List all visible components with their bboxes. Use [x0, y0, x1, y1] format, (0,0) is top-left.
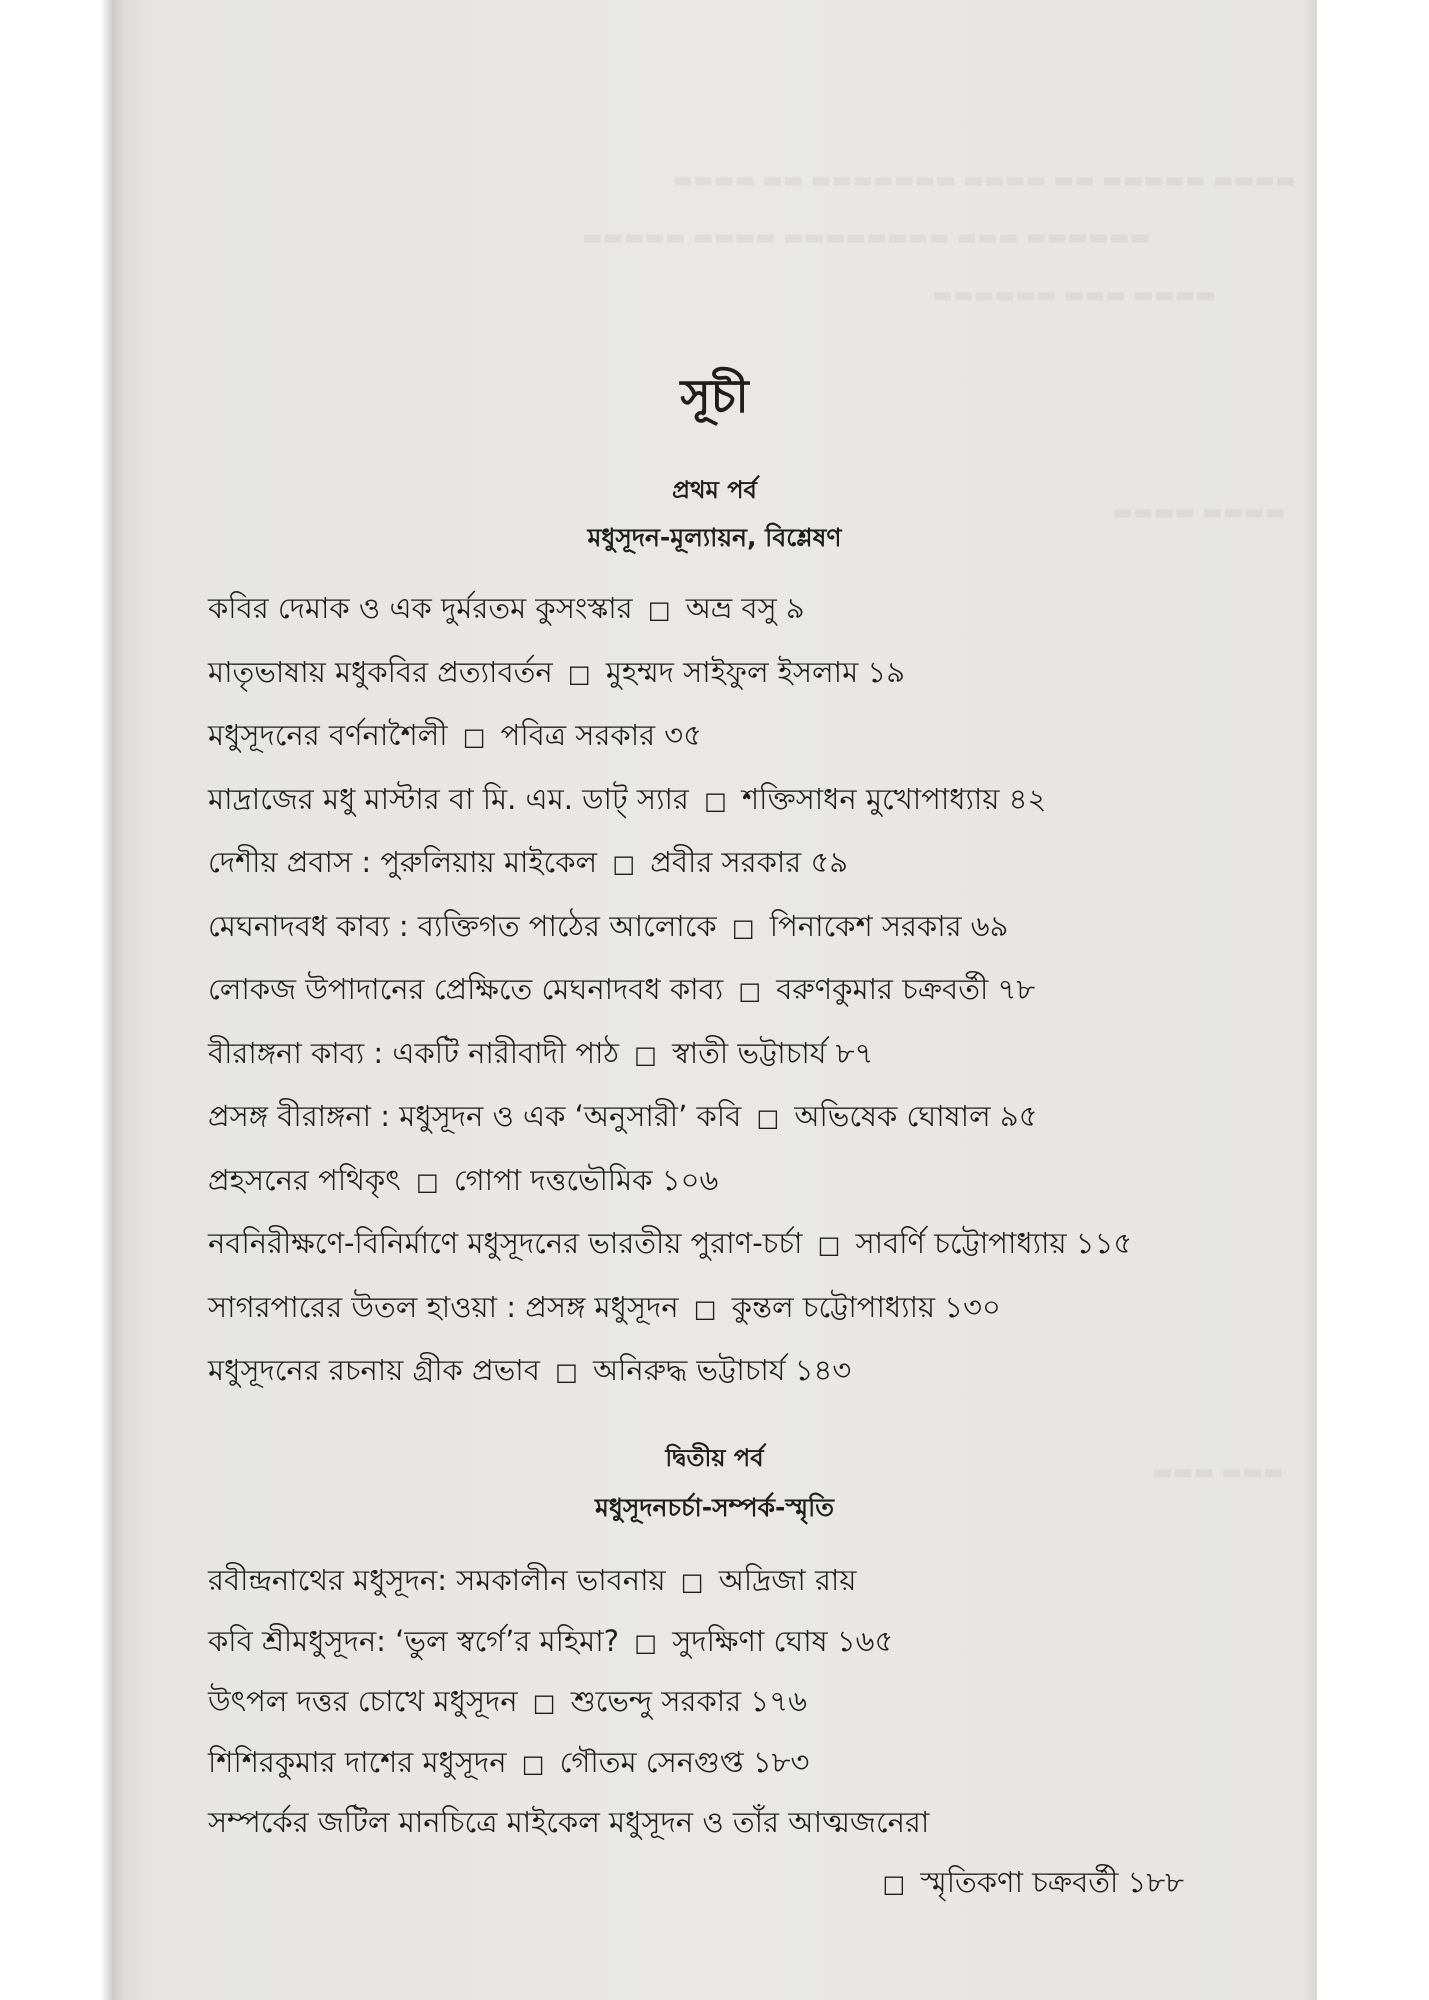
toc-entry-author: সাবর্ণি চট্টোপাধ্যায়: [855, 1226, 1067, 1260]
toc-entry-title: শিশিরকুমার দাশের মধুসূদন: [208, 1744, 507, 1779]
toc-entry: [208, 1681, 807, 1723]
toc-entry-title: সাগরপারের উতল হাওয়া : প্রসঙ্গ মধুসূদন: [208, 1289, 679, 1324]
toc-entry: [208, 1223, 1132, 1265]
toc-entry-page: ৩৫: [664, 718, 702, 752]
separator-icon: □: [521, 1749, 545, 1778]
toc-entry-page: ১৮৩: [752, 1744, 810, 1779]
toc-entry-title: মাতৃভাষায় মধুকবির প্রত্যাবর্তন: [208, 654, 553, 689]
contents-title: সূচী: [680, 369, 749, 423]
toc-entry: [208, 906, 1008, 948]
separator-icon: □: [647, 596, 671, 624]
toc-entry-author: স্মৃতিকণা চক্রবর্তী: [920, 1865, 1119, 1899]
separator-icon: □: [738, 977, 762, 1005]
toc-entry-author: অদ্রিজা রায়: [718, 1563, 857, 1597]
toc-entry-title: উৎপল দত্তর চোখে মধুসূদন: [208, 1684, 518, 1718]
toc-entry-author: প্রবীর সরকার: [650, 845, 802, 879]
toc-entry-page: ৯৫: [999, 1099, 1038, 1133]
section-2-name: দ্বিতীয় পর্ব: [665, 1444, 764, 1472]
toc-entry-title: মধুসূদনের বর্ণনাশৈলী: [208, 718, 448, 752]
toc-entry: [208, 969, 1035, 1011]
toc-entry-author: পবিত্র সরকার: [500, 718, 656, 752]
toc-entry-title: রবীন্দ্রনাথের মধুসূদন: সমকালীন ভাবনায়: [208, 1563, 666, 1597]
toc-entry-author: অভিষেক ঘোষাল: [794, 1099, 991, 1133]
toc-entry-title: প্রহসনের পথিকৃৎ: [208, 1162, 401, 1197]
toc-entry-title: কবির দেমাক ও এক দুর্মরতম কুসংস্কার: [208, 591, 633, 625]
toc-entry-page: ১৪৩: [794, 1353, 852, 1387]
toc-entry-continuation: [877, 1862, 1184, 1904]
section-2-subtitle: মধুসূদনচর্চা-সম্পর্ক-স্মৃতি: [595, 1493, 834, 1522]
toc-entry-author: শুভেন্দু সরকার: [570, 1684, 742, 1718]
toc-entry-title: সম্পর্কের জটিল মানচিত্রে মাইকেল মধুসূদন ও তাঁর আত্মজনেরা: [208, 1805, 930, 1839]
toc-entry-page: ৮৭: [835, 1035, 874, 1070]
section-1-subtitle: মধুসূদন-মূল্যায়ন, বিশ্লেষণ: [587, 523, 842, 552]
toc-entry-page: ৪২: [1008, 781, 1047, 816]
show-through-text: [932, 283, 1216, 308]
separator-icon: □: [462, 723, 486, 751]
toc-entry-author: মুহম্মদ সাইফুল ইসলাম: [605, 654, 859, 689]
toc-entry-author: অভ্র বসু: [685, 591, 777, 625]
toc-entry: [208, 779, 1046, 821]
toc-entry: [208, 1160, 718, 1202]
separator-icon: □: [555, 1358, 578, 1386]
show-through-text: [672, 168, 1296, 193]
show-through-text: [582, 225, 1150, 250]
toc-entry-author: স্বাতী ভট্টাচার্য: [672, 1035, 827, 1070]
toc-entry: [208, 715, 702, 757]
toc-entry-author: গোপা দত্তভৌমিক: [453, 1162, 653, 1197]
toc-entry-author: অনিরুদ্ধ ভট্টাচার্য: [592, 1353, 786, 1387]
section-1-name: প্রথম পর্ব: [672, 476, 757, 504]
toc-entry-title: মেঘনাদবধ কাব্য : ব্যক্তিগত পাঠের আলোকে: [208, 908, 717, 943]
toc-entry-page: ১৯: [867, 654, 906, 689]
book-spine-shadow: [0, 0, 112, 2000]
toc-entry-page: ৬৯: [970, 908, 1009, 943]
separator-icon: □: [704, 786, 727, 815]
separator-icon: □: [612, 850, 636, 878]
toc-entry-page: ১০৬: [661, 1162, 719, 1197]
toc-entry-author: পিনাকেশ সরকার: [769, 908, 962, 943]
toc-entry-page: ১৬৫: [836, 1623, 894, 1658]
toc-entry-title: লোকজ উপাদানের প্রেক্ষিতে মেঘনাদবধ কাব্য: [208, 972, 724, 1006]
separator-icon: □: [532, 1689, 556, 1717]
separator-icon: □: [731, 913, 755, 942]
toc-entry-author: বরুণকুমার চক্রবর্তী: [776, 972, 989, 1006]
separator-icon: □: [693, 1294, 717, 1323]
toc-entry: [208, 652, 905, 694]
toc-entry-page: ১১৫: [1075, 1226, 1133, 1260]
toc-entry: [208, 1560, 856, 1602]
book-page: [112, 0, 1317, 2000]
toc-entry-author: কুন্তল চট্টোপাধ্যায়: [731, 1289, 936, 1324]
toc-entry-author: সুদক্ষিণা ঘোষ: [672, 1623, 828, 1658]
toc-entry: [208, 1287, 1001, 1329]
toc-entry-title: মাদ্রাজের মধু মাস্টার বা মি. এম. ডাট্ স্যার: [208, 781, 689, 816]
toc-entry: [208, 588, 805, 630]
separator-icon: □: [882, 1870, 906, 1898]
separator-icon: □: [634, 1040, 657, 1069]
toc-entry-title: নবনিরীক্ষণে-বিনির্মাণে মধুসূদনের ভারতীয় পুরাণ-চর্চা: [208, 1226, 803, 1260]
right-margin: [1317, 0, 1429, 2000]
separator-icon: □: [680, 1568, 704, 1596]
separator-icon: □: [817, 1231, 841, 1259]
toc-entry-page: ১৭৬: [750, 1684, 807, 1718]
toc-entry: [208, 1350, 851, 1392]
separator-icon: □: [567, 659, 591, 688]
toc-entry: [208, 1096, 1038, 1138]
toc-entry: [208, 1621, 893, 1663]
separator-icon: □: [415, 1167, 439, 1196]
toc-entry-title: কবি শ্রীমধুসূদন: ‘ভুল স্বর্গে’র মহিমা?: [208, 1623, 620, 1658]
separator-icon: □: [634, 1628, 657, 1657]
toc-entry-page: ৯: [785, 591, 805, 625]
separator-icon: □: [756, 1104, 780, 1132]
toc-entry-author: শক্তিসাধন মুখোপাধ্যায়: [741, 781, 1000, 816]
toc-entry-author: গৌতম সেনগুপ্ত: [559, 1744, 744, 1779]
toc-entry: [208, 842, 848, 884]
toc-entry-title: প্রসঙ্গ বীরাঙ্গনা : মধুসূদন ও এক ‘অনুসারী’ কবি: [208, 1099, 742, 1133]
toc-entry-page: ৫৯: [810, 845, 849, 879]
toc-entry: [208, 1802, 929, 1842]
toc-entry: [208, 1033, 873, 1075]
toc-entry-page: ৭৮: [997, 972, 1036, 1006]
toc-entry-title: বীরাঙ্গনা কাব্য : একটি নারীবাদী পাঠ: [208, 1035, 619, 1070]
toc-entry-page: ১৮৮: [1127, 1865, 1184, 1899]
toc-entry: [208, 1742, 809, 1784]
toc-entry-title: মধুসূদনের রচনায় গ্রীক প্রভাব: [208, 1353, 540, 1387]
toc-entry-title: দেশীয় প্রবাস : পুরুলিয়ায় মাইকেল: [208, 845, 598, 879]
toc-entry-page: ১৩০: [944, 1289, 1001, 1324]
